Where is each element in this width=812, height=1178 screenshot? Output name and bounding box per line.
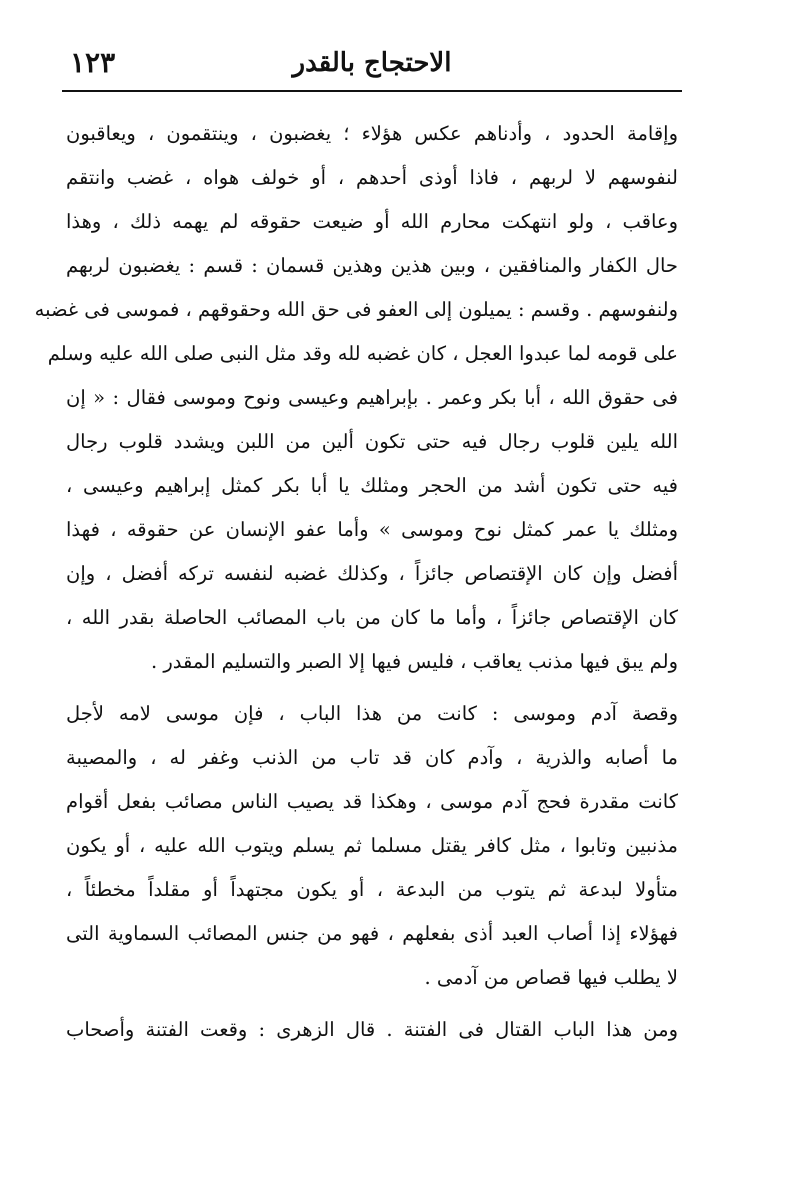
text-line: لنفوسهم لا لربهم ، فاذا أوذى أحدهم ، أو خولف هواه ، غضب وانتقم bbox=[66, 166, 678, 189]
text-line: ولنفوسهم . وقسم : يميلون إلى العفو فى حق الله وحقوقهم ، فموسى فى غضبه bbox=[34, 298, 678, 321]
text-line: فيه حتى تكون أشد من الحجر ومثلك يا أبا بكر كمثل إبراهيم وعيسى ، bbox=[66, 474, 678, 497]
text-line: ما أصابه والذرية ، وآدم كان قد تاب من الذنب وغفر له ، والمصيبة bbox=[66, 746, 678, 769]
text-line: ومن هذا الباب القتال فى الفتنة . قال الزهرى : وقعت الفتنة وأصحاب bbox=[66, 1018, 678, 1041]
text-line: ومثلك يا عمر كمثل نوح وموسى » وأما عفو الإنسان عن حقوقه ، فهذا bbox=[66, 518, 678, 541]
text-line: الله يلين قلوب رجال فيه حتى تكون ألين من اللبن ويشدد قلوب رجال bbox=[66, 430, 678, 453]
header-rule bbox=[62, 90, 682, 92]
page-header bbox=[62, 40, 682, 90]
text-line: كان الإقتصاص جائزاً ، وأما ما كان من باب المصائب الحاصلة بقدر الله ، bbox=[66, 606, 678, 629]
text-line: ولم يبق فيها مذنب يعاقب ، فليس فيها إلا الصبر والتسليم المقدر . bbox=[150, 650, 678, 673]
paragraph bbox=[66, 692, 678, 1000]
text-line: متأولا لبدعة ثم يتوب من البدعة ، أو يكون مجتهداً أو مقلداً مخطئاً ، bbox=[66, 878, 678, 901]
text-line: مذنبين وتابوا ، مثل كافر يقتل مسلما ثم يسلم ويتوب الله عليه ، أو يكون bbox=[66, 834, 678, 857]
text-line: وقصة آدم وموسى : كانت من هذا الباب ، فإن موسى لامه لأجل bbox=[66, 702, 678, 725]
running-title: الاحتجاج بالقدر bbox=[292, 48, 452, 78]
paragraph bbox=[66, 1008, 678, 1052]
page-number: ١٢٣ bbox=[70, 46, 116, 79]
text-line: فى حقوق الله ، أبا بكر وعمر . بإبراهيم وعيسى ونوح وموسى فقال : « إن bbox=[66, 386, 678, 409]
text-line: حال الكفار والمنافقين ، وبين هذين وهذين قسمان : قسم : يغضبون لربهم bbox=[66, 254, 678, 277]
text-line: وعاقب ، ولو انتهكت محارم الله أو ضيعت حقوقه لم يهمه ذلك ، وهذا bbox=[66, 210, 678, 233]
text-line: لا يطلب فيها قصاص من آدمى . bbox=[424, 966, 678, 989]
paragraph bbox=[34, 112, 678, 684]
body-text bbox=[34, 112, 678, 1052]
text-line: فهؤلاء إذا أصاب العبد أذى بفعلهم ، فهو من جنس المصائب السماوية التى bbox=[66, 922, 678, 945]
text-line: وإقامة الحدود ، وأدناهم عكس هؤلاء ؛ يغضبون ، وينتقمون ، ويعاقبون bbox=[66, 122, 678, 145]
text-line: أفضل وإن كان الإقتصاص جائزاً ، وكذلك غضبه لنفسه تركه أفضل ، وإن bbox=[66, 562, 678, 585]
text-line: كانت مقدرة فحج آدم موسى ، وهكذا قد يصيب الناس مصائب بفعل أقوام bbox=[66, 790, 678, 813]
text-line: على قومه لما عبدوا العجل ، كان غضبه لله وقد مثل النبى صلى الله عليه وسلم bbox=[47, 342, 678, 365]
